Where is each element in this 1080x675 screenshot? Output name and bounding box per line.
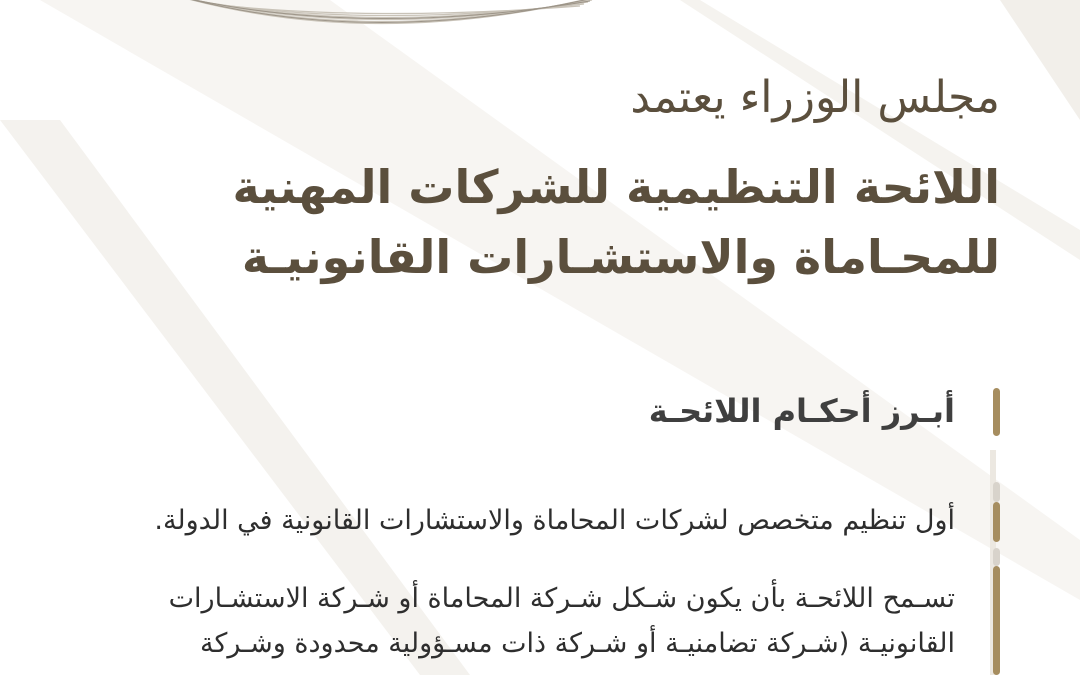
section-heading: أبـرز أحكـام اللائحـة: [648, 392, 955, 430]
paragraph-2-line-2: القانونيـة (شـركة تضامنيـة أو شـركة ذات مسـؤولية محدودة وشـركة: [200, 628, 955, 659]
paragraph-2-bar-top: [993, 548, 1000, 566]
paragraph-1-bar-top: [993, 482, 1000, 502]
section-heading-bar: [993, 388, 1000, 436]
paragraph-1-line-1: أول تنظيم متخصص لشركات المحاماة والاستشارات القانونية في الدولة.: [154, 505, 955, 536]
headline-council: مجلس الوزراء يعتمد: [630, 72, 1000, 123]
paragraph-2-bar: [993, 566, 1000, 675]
paragraph-2-line-1: تسـمح اللائحـة بأن يكون شـكل شـركة المحاماة أو شـركة الاستشـارات: [168, 583, 955, 614]
headline-regulation: اللائحة التنظيمية للشركات المهنية: [232, 160, 1000, 214]
headline-regulation-subtitle: للمحـاماة والاستشـارات القانونيـة: [241, 230, 1000, 284]
paragraph-1-bar: [993, 502, 1000, 542]
